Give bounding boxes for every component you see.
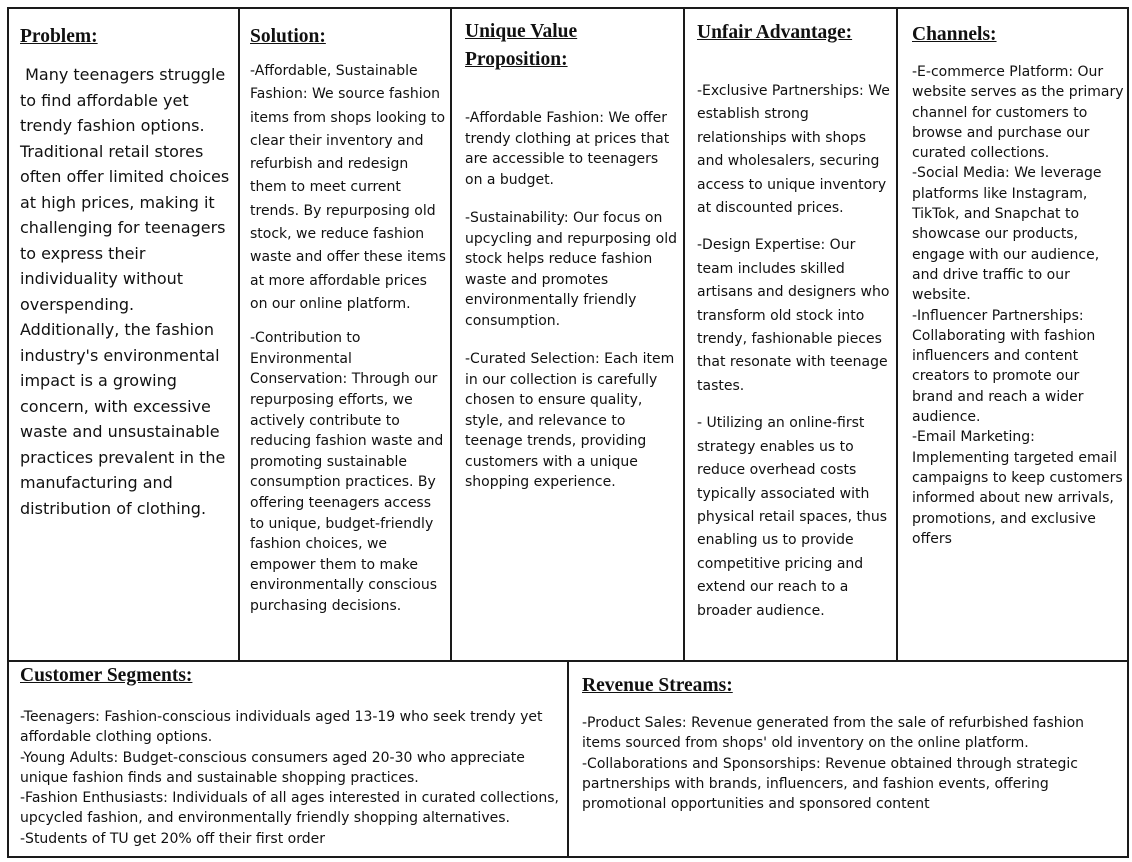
solution-cell [238,7,452,662]
unfair-advantage-heading: Unfair Advantage: [697,22,853,43]
revenue-streams-body [582,713,1122,814]
unique-value-proposition-cell [450,7,685,662]
uvp-paragraph: -Curated Selection: Each item in our collection is carefully chosen to ensure quality, style, and relevance to teenage trends, providing customers with a unique shopping experience. [465,351,675,490]
problem-heading: Problem: [20,26,98,47]
customer-segments-body [20,707,560,849]
problem-text: Many teenagers struggle to find affordable yet trendy fashion options. Traditional retail stores often offer limited choices at high prices, making it challenging for teenagers to express their individuality without overspending. Additionally, the fashion industry's environmental impact is a growing concern, with excessive waste and unsustainable practices prevalent in the manufacturing and distribution of clothing. [20,65,230,518]
customer-segments-paragraph: -Students of TU get 20% off their first order [20,830,325,847]
uvp-paragraph: -Affordable Fashion: We offer trendy clothing at prices that are accessible to teenagers on a budget. [465,110,670,188]
uvp-heading: Unique Value Proposition: [465,21,578,70]
revenue-streams-heading: Revenue Streams: [582,675,733,696]
solution-paragraph: -Affordable, Sustainable Fashion: We source fashion items from shops looking to clear their inventory and refurbish and redesign them to meet current trends. By repurposing old stock, we reduce fashion waste and offer these items at more affordable prices on our online platform. [250,63,446,312]
unfair-advantage-cell [683,7,898,662]
channels-heading: Channels: [912,24,997,45]
revenue-streams-paragraph: -Product Sales: Revenue generated from the sale of refurbished fashion items sourced from shops' old inventory on the online platform. [582,715,1085,752]
customer-segments-cell [7,660,569,858]
uvp-paragraph: -Sustainability: Our focus on upcycling and repurposing old stock helps reduce fashion waste and promotes environmentally friendly consumption. [465,210,677,329]
channels-paragraph: -Social Media: We leverage platforms like Instagram, TikTok, and Snapchat to showcase our products, engage with our audience, and drive traffic to our website. [912,165,1102,304]
channels-paragraph: -E-commerce Platform: Our website serves as the primary channel for customers to browse and purchase our curated collections. [912,64,1124,162]
channels-paragraph: -Email Marketing: Implementing targeted email campaigns to keep customers informed about new arrivals, promotions, and exclusive offers [912,429,1123,547]
customer-segments-paragraph: -Young Adults: Budget-conscious consumers aged 20-30 who appreciate unique fashion finds and sustainable shopping practices. [20,749,525,786]
unfair-advantage-body [697,80,893,623]
channels-body [912,62,1124,549]
unfair-advantage-paragraph: -Exclusive Partnerships: We establish strong relationships with shops and wholesalers, securing access to unique inventory at discounted prices. [697,83,890,217]
channels-cell [896,7,1129,662]
channels-paragraph: -Influencer Partnerships: Collaborating with fashion influencers and content creators to promote our brand and reach a wider audience. [912,307,1096,426]
solution-body [250,60,448,617]
uvp-body [465,108,677,493]
problem-cell [7,7,240,662]
unfair-advantage-paragraph: - Utilizing an online-first strategy enables us to reduce overhead costs typically associated with physical retail spaces, thus enabling us to provide competitive pricing and extend our reach to a broader audience. [697,415,887,619]
solution-paragraph: -Contribution to Environmental Conservation: Through our repurposing efforts, we actively contribute to reducing fashion waste and promoting sustainable consumption practices. By offering teenagers access to unique, budget-friendly fashion choices, we empower them to make environmentally conscious purchasing decisions. [250,330,444,614]
revenue-streams-cell [567,660,1129,858]
solution-heading: Solution: [250,26,326,47]
customer-segments-paragraph: -Teenagers: Fashion-conscious individuals aged 13-19 who seek trendy yet affordable clothing options. [20,709,543,746]
customer-segments-heading: Customer Segments: [20,665,193,686]
problem-body [20,62,232,521]
revenue-streams-paragraph: -Collaborations and Sponsorships: Revenue obtained through strategic partnerships with brands, influencers, and fashion events, offering promotional opportunities and sponsored content [582,755,1078,813]
unfair-advantage-paragraph: -Design Expertise: Our team includes skilled artisans and designers who transform old stock into trendy, fashionable pieces that resonate with teenage tastes. [697,237,890,394]
customer-segments-paragraph: -Fashion Enthusiasts: Individuals of all ages interested in curated collections, upcycled fashion, and environmentally friendly shopping alternatives. [20,790,559,827]
